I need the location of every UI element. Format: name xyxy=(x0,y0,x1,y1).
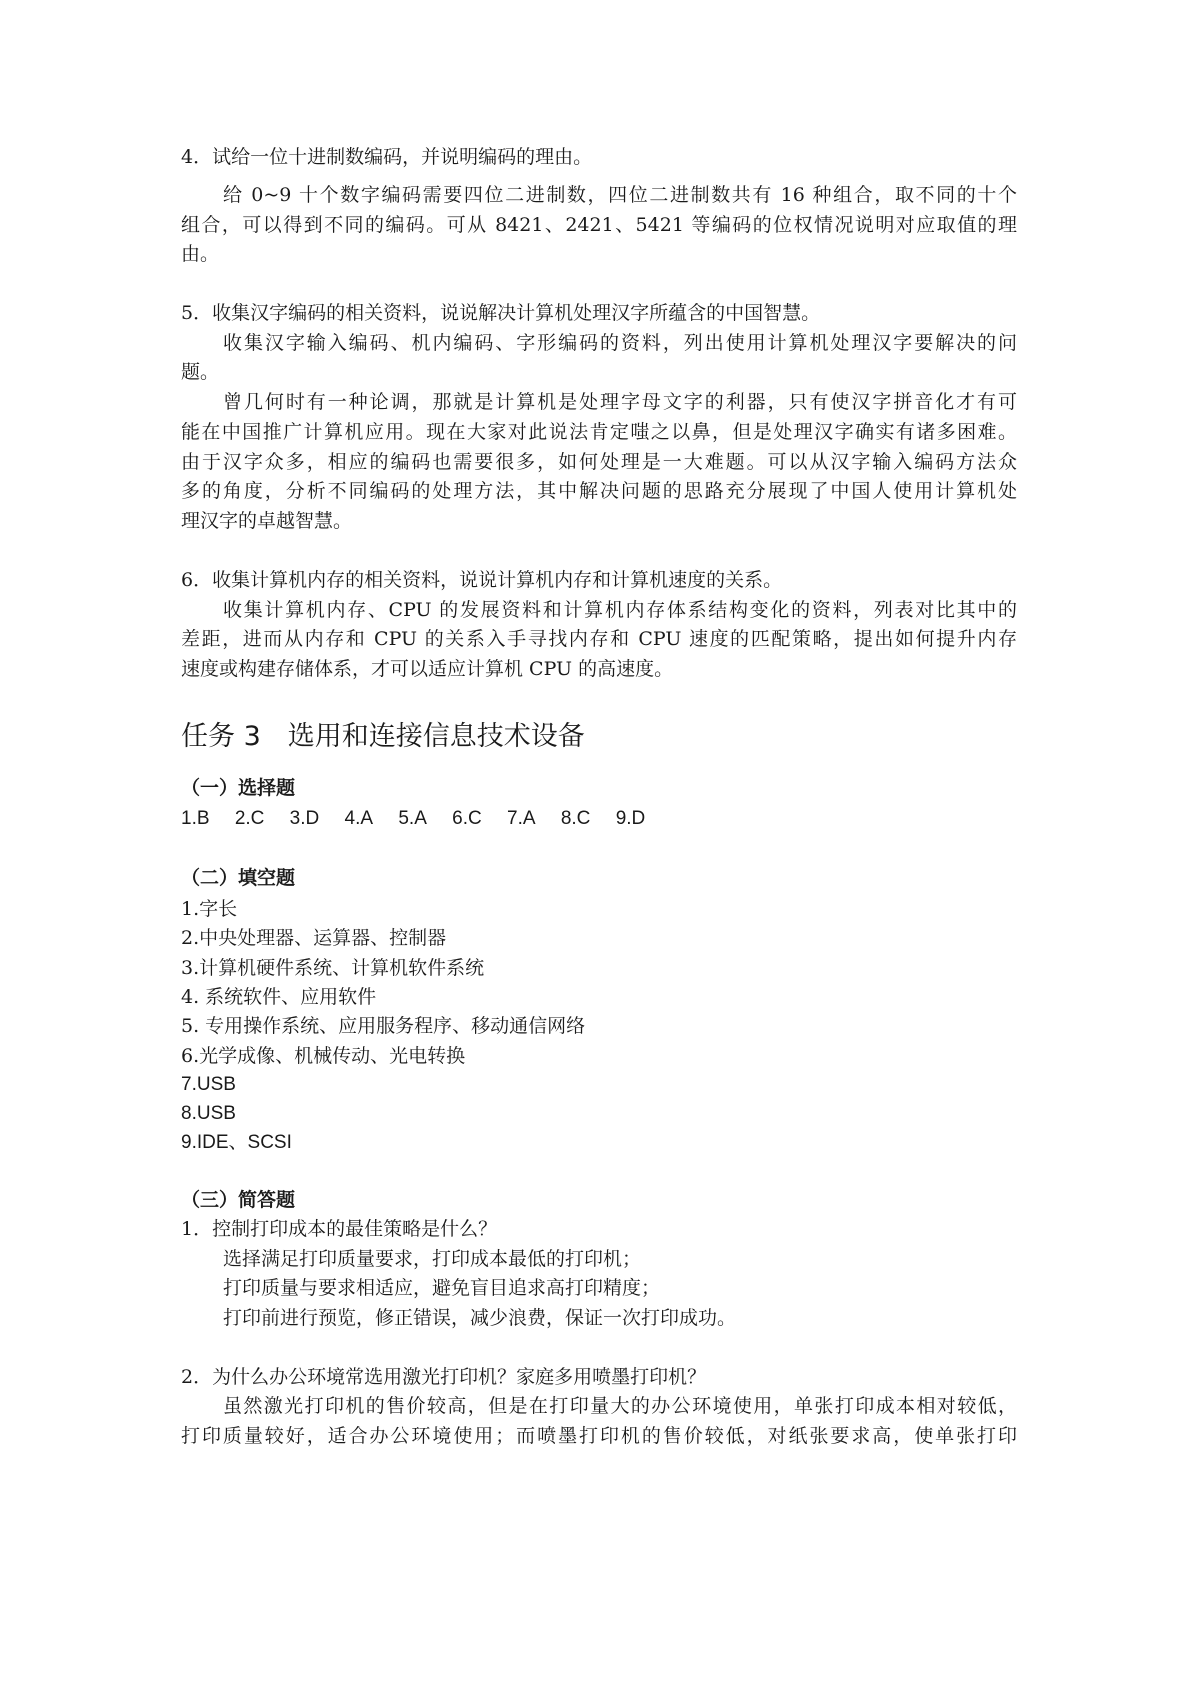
q4-line-3: 由。 xyxy=(181,243,220,265)
task3-heading: 任务 3 选用和连接信息技术设备 xyxy=(181,721,585,752)
q5-p2-line-2: 能在中国推广计算机应用。现在大家对此说法肯定嗤之以鼻，但是处理汉字确实有诸多困难。 xyxy=(181,421,1017,443)
choice-answer: 9.D xyxy=(615,808,646,829)
choice-heading: （一）选择题 xyxy=(181,777,296,799)
q6-title: 6．收集计算机内存的相关资料，说说计算机内存和计算机速度的关系。 xyxy=(181,569,783,591)
fill-item: 1.字长 xyxy=(181,898,238,920)
fill-item: 5. 专用操作系统、应用服务程序、移动通信网络 xyxy=(181,1015,586,1037)
choice-answer: 3.D xyxy=(289,808,320,829)
fill-item: 4. 系统软件、应用软件 xyxy=(181,986,377,1008)
q4-line-2: 组合，可以得到不同的编码。可从 8421、2421、5421 等编码的位权情况说明对应取值的理 xyxy=(181,214,1017,236)
fill-item: 8.USB xyxy=(181,1103,236,1124)
choice-answer: 7.A xyxy=(507,808,536,829)
choice-answers xyxy=(181,806,665,832)
short-heading: （三）简答题 xyxy=(181,1189,296,1211)
short-q1-title: 1．控制打印成本的最佳策略是什么？ xyxy=(181,1218,498,1240)
q5-title: 5．收集汉字编码的相关资料，说说解决计算机处理汉字所蕴含的中国智慧。 xyxy=(181,302,821,324)
q5-p1-line-1: 收集汉字输入编码、机内编码、字形编码的资料，列出使用计算机处理汉字要解决的问 xyxy=(223,332,1017,354)
fill-item: 6.光学成像、机械传动、光电转换 xyxy=(181,1045,466,1067)
q5-p2-line-3: 由于汉字众多，相应的编码也需要很多，如何处理是一大难题。可以从汉字输入编码方法众 xyxy=(181,451,1017,473)
fill-item: 7.USB xyxy=(181,1074,236,1095)
short-q1-line-1: 选择满足打印质量要求，打印成本最低的打印机； xyxy=(223,1248,642,1270)
q5-p2-line-4: 多的角度，分析不同编码的处理方法，其中解决问题的思路充分展现了中国人使用计算机处 xyxy=(181,480,1017,502)
fill-item: 3.计算机硬件系统、计算机软件系统 xyxy=(181,957,485,979)
q6-line-2: 差距，进而从内存和 CPU 的关系入手寻找内存和 CPU 速度的匹配策略，提出如何提升内存 xyxy=(181,628,1017,650)
q5-p2-line-5: 理汉字的卓越智慧。 xyxy=(181,510,353,532)
q6-line-1: 收集计算机内存、CPU 的发展资料和计算机内存体系结构变化的资料，列表对比其中的 xyxy=(223,599,1017,621)
short-q2-line-2: 打印质量较好，适合办公环境使用；而喷墨打印机的售价较低，对纸张要求高，使单张打印 xyxy=(181,1425,1017,1447)
q4-title: 4．试给一位十进制数编码，并说明编码的理由。 xyxy=(181,146,593,168)
q5-p2-line-1: 曾几何时有一种论调，那就是计算机是处理字母文字的利器，只有使汉字拼音化才有可 xyxy=(223,391,1017,413)
fill-item: 9.IDE、SCSI xyxy=(181,1132,292,1153)
q5-p1-line-2: 题。 xyxy=(181,361,220,383)
short-q1-line-2: 打印质量与要求相适应，避免盲目追求高打印精度； xyxy=(223,1277,661,1299)
q4-line-1: 给 0~9 十个数字编码需要四位二进制数，四位二进制数共有 16 种组合，取不同的十个 xyxy=(223,184,1017,206)
choice-answer: 4.A xyxy=(344,808,374,829)
short-q2-line-1: 虽然激光打印机的售价较高，但是在打印量大的办公环境使用，单张打印成本相对较低， xyxy=(223,1395,1017,1417)
short-q2-title: 2．为什么办公环境常选用激光打印机？家庭多用喷墨打印机？ xyxy=(181,1366,707,1388)
choice-answer: 1.B xyxy=(181,808,210,829)
short-q1-line-3: 打印前进行预览，修正错误，减少浪费，保证一次打印成功。 xyxy=(223,1307,737,1329)
choice-answer: 6.C xyxy=(452,808,482,829)
choice-answer: 5.A xyxy=(398,808,427,829)
q6-line-3: 速度或构建存储体系，才可以适应计算机 CPU 的高速度。 xyxy=(181,658,674,680)
fill-heading: （二）填空题 xyxy=(181,867,296,889)
choice-answer: 8.C xyxy=(560,808,591,829)
choice-answer: 2.C xyxy=(234,808,265,829)
fill-item: 2.中央处理器、运算器、控制器 xyxy=(181,927,447,949)
